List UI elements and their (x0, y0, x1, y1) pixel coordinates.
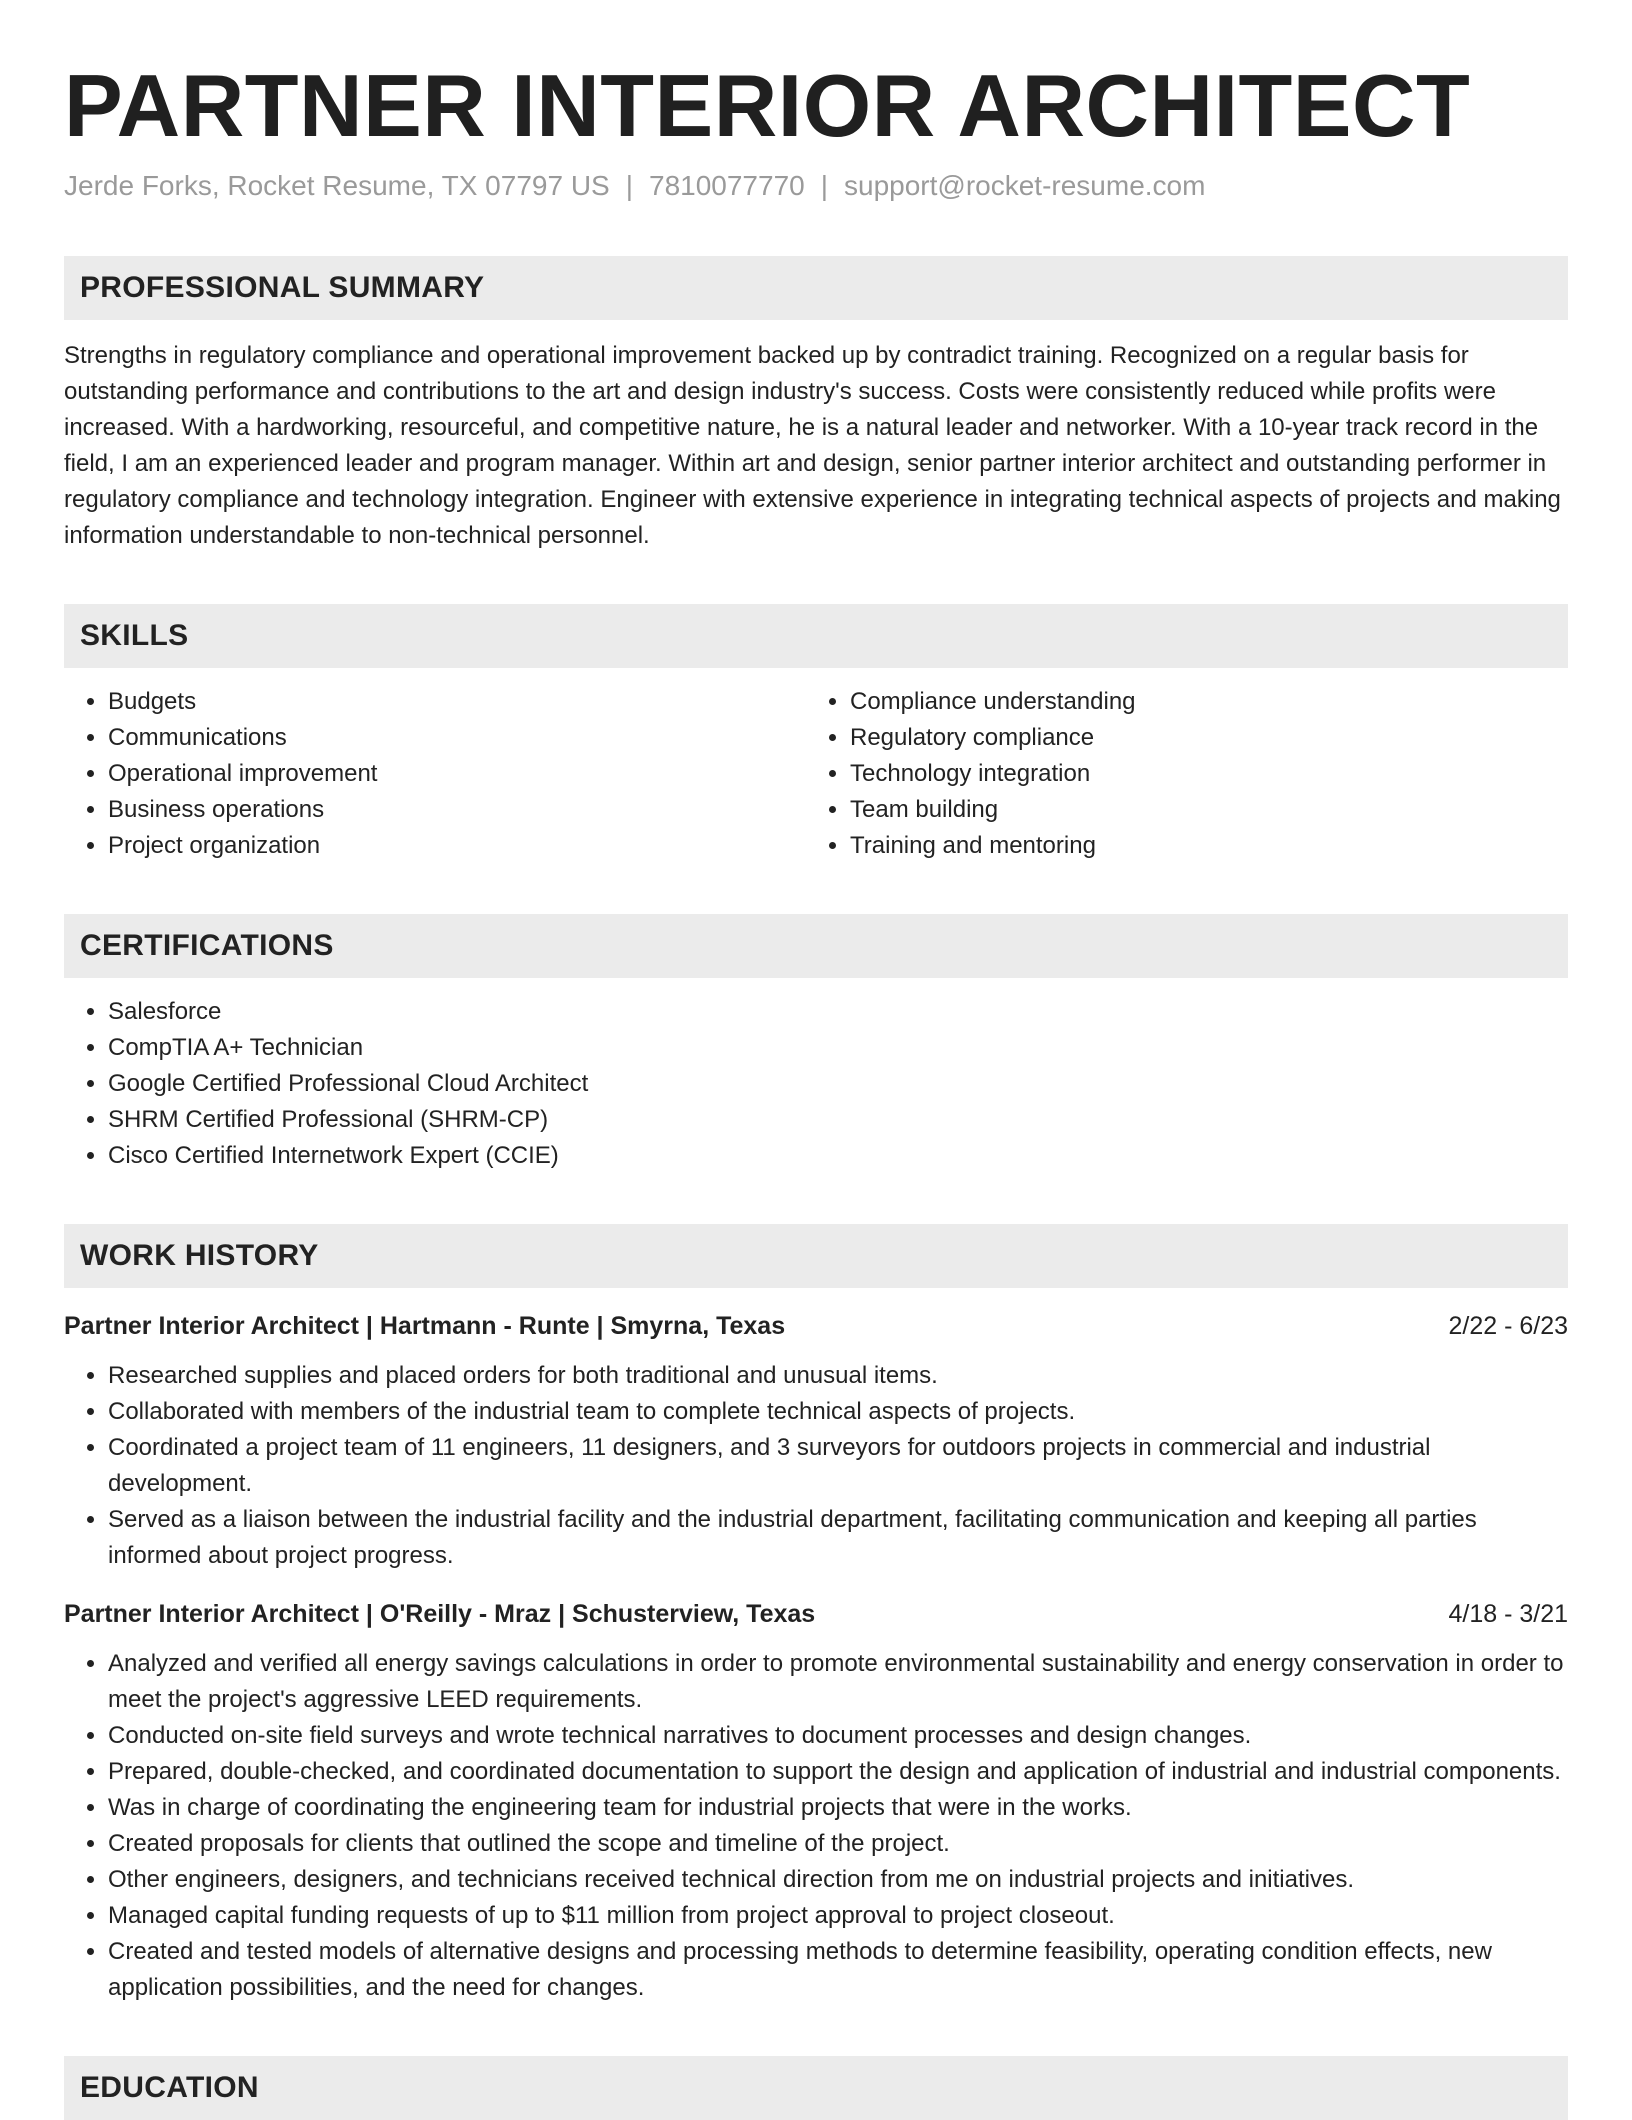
certification-item: • SHRM Certified Professional (SHRM-CP) (108, 1102, 1568, 1138)
contact-separator: | (625, 170, 633, 201)
skill-item: • Training and mentoring (850, 828, 1568, 864)
skill-item: • Compliance understanding (850, 684, 1568, 720)
job-bullet: • Managed capital funding requests of up to $11 million from project approval to project closeout. (108, 1898, 1568, 1934)
contact-separator: | (820, 170, 829, 201)
job-bullets (64, 1358, 1568, 1574)
contact-address: Jerde Forks, Rocket Resume, TX 07797 US (64, 170, 610, 201)
job-bullet: • Coordinated a project team of 11 engineers, 11 designers, and 3 surveyors for outdoors projects in commercial and industrial development. (108, 1430, 1568, 1502)
skill-item: • Regulatory compliance (850, 720, 1568, 756)
job-dates: 2/22 - 6/23 (1448, 1312, 1568, 1340)
certification-item: • Google Certified Professional Cloud Architect (108, 1066, 1568, 1102)
contact-email: support@rocket-resume.com (844, 170, 1206, 201)
certifications-list (64, 994, 1568, 1174)
job-bullet: • Collaborated with members of the industrial team to complete technical aspects of projects. (108, 1394, 1568, 1430)
skill-item: • Team building (850, 792, 1568, 828)
contact-line (64, 168, 1568, 204)
skills-grid (64, 684, 1568, 864)
certification-item: • CompTIA A+ Technician (108, 1030, 1568, 1066)
certification-item: • Cisco Certified Internetwork Expert (CCIE) (108, 1138, 1568, 1174)
section-heading-certifications: CERTIFICATIONS (64, 914, 1568, 978)
skill-item: • Operational improvement (108, 756, 826, 792)
job-title-row (64, 1308, 1568, 1344)
job-entry (64, 1596, 1568, 2006)
skill-item: • Project organization (108, 828, 826, 864)
section-heading-education: EDUCATION (64, 2056, 1568, 2120)
section-heading-skills: SKILLS (64, 604, 1568, 668)
skill-item: • Technology integration (850, 756, 1568, 792)
job-title: Partner Interior Architect | Hartmann - Runte | Smyrna, Texas (64, 1312, 786, 1340)
skill-item: • Business operations (108, 792, 826, 828)
skill-item: • Communications (108, 720, 826, 756)
job-dates: 4/18 - 3/21 (1448, 1600, 1568, 1628)
job-title: Partner Interior Architect | O'Reilly - Mraz | Schusterview, Texas (64, 1600, 816, 1628)
job-bullet: • Researched supplies and placed orders for both traditional and unusual items. (108, 1358, 1568, 1394)
skills-list-right (806, 684, 1568, 864)
section-heading-summary: PROFESSIONAL SUMMARY (64, 256, 1568, 320)
job-bullet: • Prepared, double-checked, and coordinated documentation to support the design and application of industrial and industrial components. (108, 1754, 1568, 1790)
job-bullet: • Created proposals for clients that outlined the scope and timeline of the project. (108, 1826, 1568, 1862)
resume-name-title: PARTNER INTERIOR ARCHITECT (64, 56, 1471, 155)
certification-item: • Salesforce (108, 994, 1568, 1030)
job-bullets (64, 1646, 1568, 2006)
contact-phone: 7810077770 (649, 170, 805, 201)
skill-item: • Budgets (108, 684, 826, 720)
job-title-row (64, 1596, 1568, 1632)
summary-text: Strengths in regulatory compliance and operational improvement backed up by contradict training. Recognized on a regular basis for outstanding performance and contributions to the art and design industry's success. Costs were consistently reduced while profits were increased. With a hardworking, resourceful, and competitive nature, he is a natural leader and networker. With a 10-year track record in the field, I am an experienced leader and program manager. Within art and design, senior partner interior architect and outstanding performer in regulatory compliance and technology integration. Engineer with extensive experience in integrating technical aspects of projects and making information understandable to non-technical personnel. (64, 342, 1561, 549)
job-entry (64, 1308, 1568, 1574)
job-bullet: • Created and tested models of alternative designs and processing methods to determine feasibility, operating condition effects, new application possibilities, and the need for changes. (108, 1934, 1568, 2006)
job-bullet: • Served as a liaison between the industrial facility and the industrial department, facilitating communication and keeping all parties informed about project progress. (108, 1502, 1568, 1574)
skills-list-left (64, 684, 826, 864)
job-bullet: • Was in charge of coordinating the engineering team for industrial projects that were in the works. (108, 1790, 1568, 1826)
section-heading-work-history: WORK HISTORY (64, 1224, 1568, 1288)
job-bullet: • Analyzed and verified all energy savings calculations in order to promote environmental sustainability and energy conservation in order to meet the project's aggressive LEED requirements. (108, 1646, 1568, 1718)
job-bullet: • Other engineers, designers, and technicians received technical direction from me on industrial projects and initiatives. (108, 1862, 1568, 1898)
job-bullet: • Conducted on-site field surveys and wrote technical narratives to document processes and design changes. (108, 1718, 1568, 1754)
